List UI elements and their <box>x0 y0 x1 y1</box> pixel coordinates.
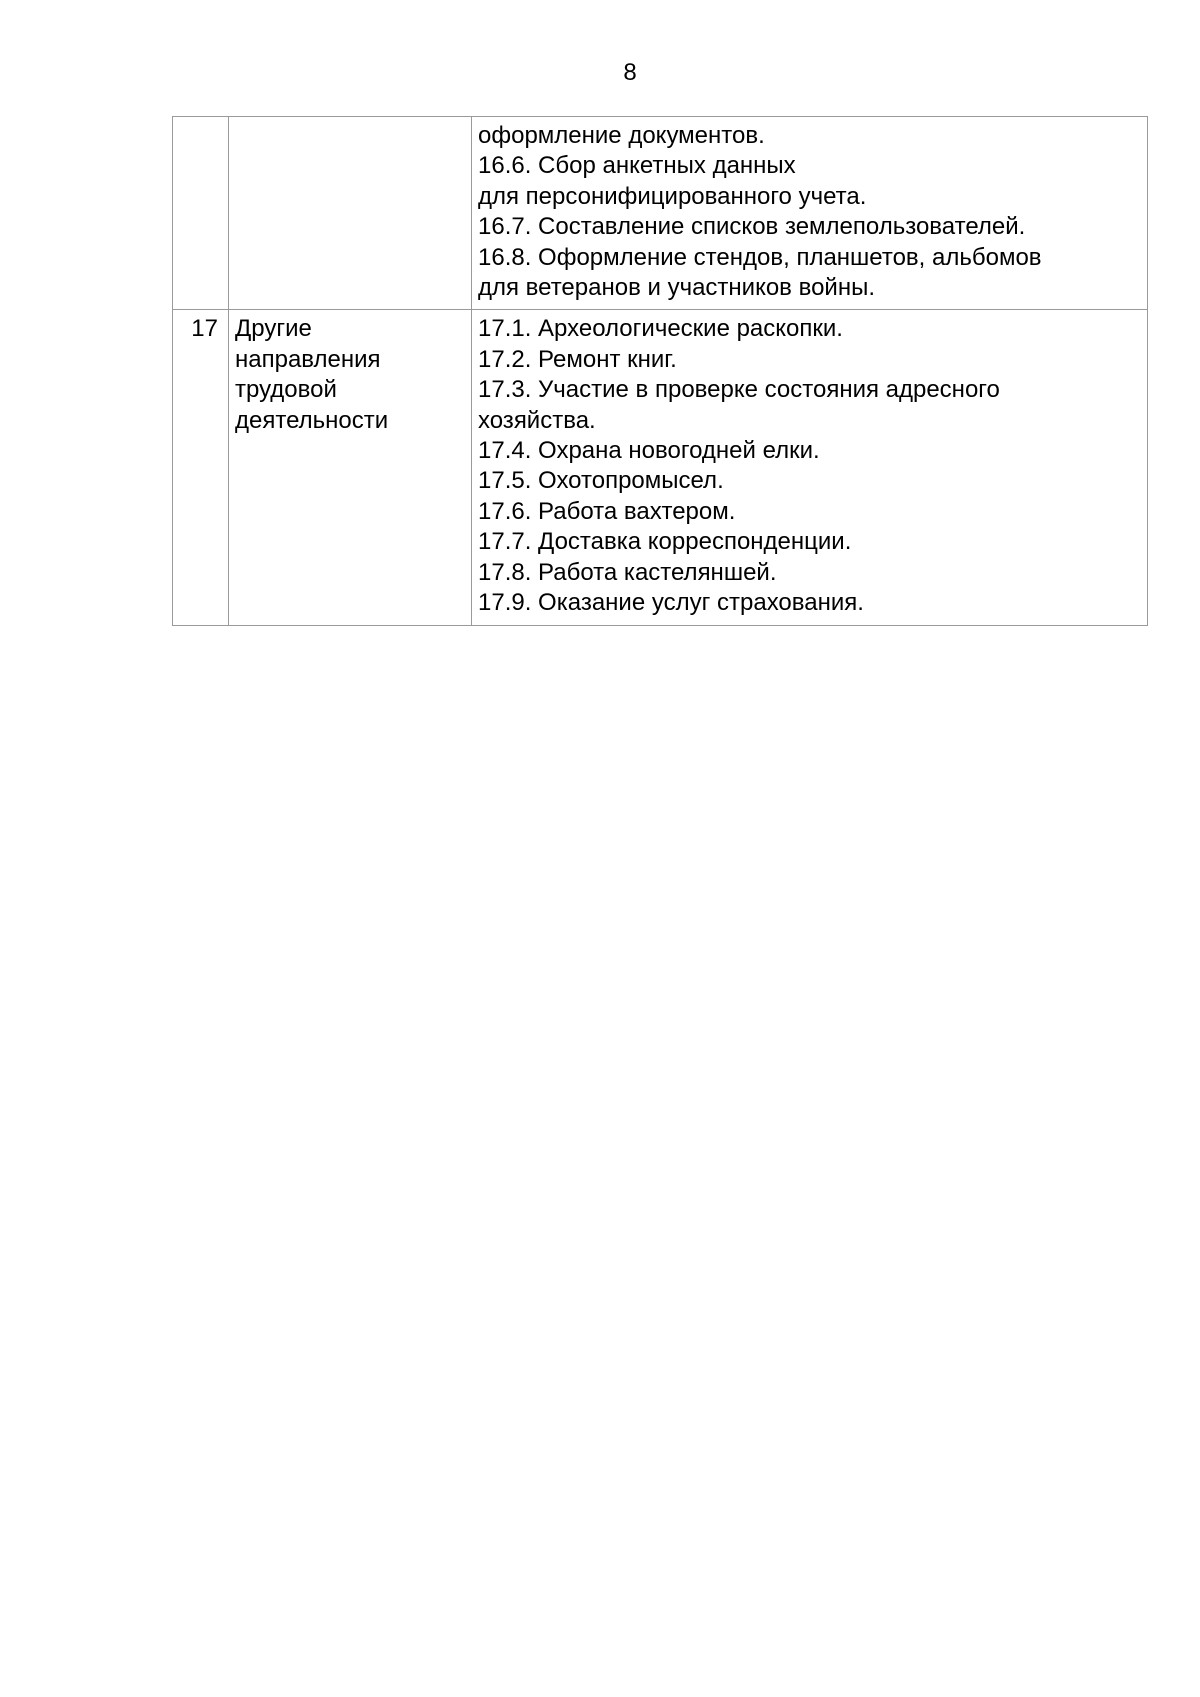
activity-name-line: Другие <box>235 315 312 343</box>
activity-name-line: деятельности <box>235 406 389 434</box>
activities-table <box>172 116 1148 626</box>
table-row <box>173 310 1148 625</box>
item-line: 17.8. Работа кастеляншей. <box>478 558 777 586</box>
item-line: 17.1. Археологические раскопки. <box>478 315 843 343</box>
activity-name-line: направления <box>235 345 381 373</box>
item-line: 17.9. Оказание услуг страхования. <box>478 589 864 617</box>
item-line: хозяйства. <box>478 406 596 434</box>
activity-items-cell <box>472 310 1148 625</box>
row-number-cell <box>173 117 229 310</box>
activity-items-cell <box>472 117 1148 310</box>
item-line: 16.7. Составление списков землепользователей. <box>478 213 1026 241</box>
item-line: 17.2. Ремонт книг. <box>478 345 677 373</box>
item-line: для персонифицированного учета. <box>478 182 867 210</box>
item-line: оформление документов. <box>478 122 765 149</box>
activity-name-cell <box>229 117 472 310</box>
row-number-cell: 17 <box>173 310 229 625</box>
item-line: 17.7. Доставка корреспонденции. <box>478 528 852 556</box>
activity-name-line: трудовой <box>235 376 337 404</box>
table-row <box>173 117 1148 310</box>
activity-name-cell <box>229 310 472 625</box>
item-line: 17.6. Работа вахтером. <box>478 497 736 525</box>
page-number: 8 <box>623 59 637 86</box>
item-line: 17.4. Охрана новогодней елки. <box>478 437 820 465</box>
item-line: 16.8. Оформление стендов, планшетов, альбомов <box>478 243 1042 271</box>
item-line: 17.3. Участие в проверке состояния адресного <box>478 376 1000 404</box>
item-line: для ветеранов и участников войны. <box>478 274 876 302</box>
item-line: 16.6. Сбор анкетных данных <box>478 152 796 180</box>
item-line: 17.5. Охотопромысел. <box>478 467 724 495</box>
